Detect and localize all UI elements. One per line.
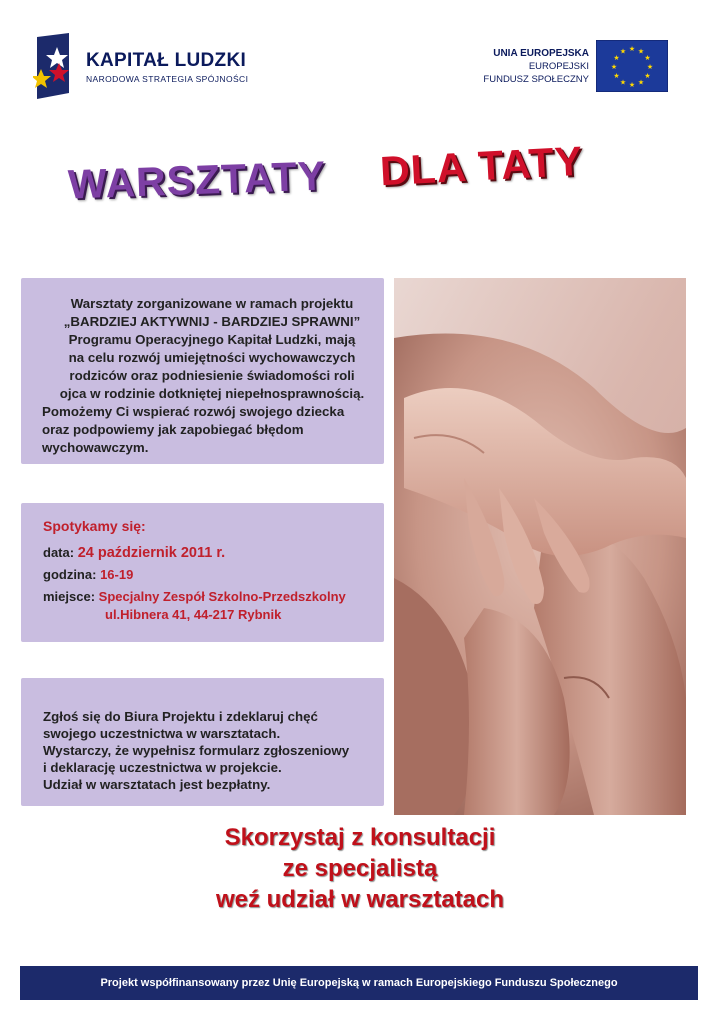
intro-box	[21, 278, 384, 464]
signup-line: i deklarację uczestnictwa w projekcie.	[43, 760, 282, 775]
meeting-place	[43, 588, 346, 624]
intro-line: na celu rozwój umiejętności wychowawczych	[68, 350, 356, 365]
svg-text:★: ★	[613, 54, 620, 62]
date-label: data:	[43, 545, 75, 560]
title-part-1: WARSZTATY	[67, 152, 327, 208]
signup-line: swojego uczestnictwa w warsztatach.	[43, 726, 281, 741]
intro-line: oraz podpowiemy jak zapobiegać błędom	[42, 422, 304, 437]
signup-text	[43, 708, 349, 793]
poster-title	[67, 137, 628, 208]
svg-text:★: ★	[610, 63, 618, 71]
svg-text:★: ★	[644, 72, 651, 80]
hands-photo	[394, 278, 686, 815]
svg-text:★: ★	[619, 78, 627, 87]
meeting-box	[21, 503, 384, 642]
svg-text:★: ★	[644, 54, 651, 62]
eu-flag-icon	[596, 40, 668, 92]
intro-line: wychowawczym.	[42, 440, 149, 455]
date-value: 24 październik 2011 r.	[77, 545, 226, 561]
eu-line3: FUNDUSZ SPOŁECZNY	[483, 74, 589, 85]
kapital-ludzki-logo-title: KAPITAŁ LUDZKI	[86, 50, 247, 71]
intro-line: Programu Operacyjnego Kapitał Ludzki, mają	[68, 332, 356, 347]
cta-line-2: ze specjalistą	[282, 855, 438, 882]
call-to-action	[140, 822, 580, 915]
intro-line: „BARDZIEJ AKTYWNIJ - BARDZIEJ SPRAWNI”	[63, 314, 361, 329]
eu-line1: UNIA EUROPEJSKA	[493, 48, 589, 59]
meeting-heading: Spotykamy się:	[43, 518, 146, 534]
signup-line: Zgłoś się do Biura Projektu i zdeklaruj chęć	[43, 709, 318, 724]
eu-logo-text	[483, 47, 589, 86]
meeting-date	[43, 545, 225, 561]
place-line-1: Specjalny Zespół Szkolno-Przedszkolny	[98, 589, 346, 604]
svg-text:★: ★	[637, 47, 645, 56]
title-part-2: DLA TATY	[378, 137, 585, 195]
kapital-ludzki-logo-subtitle: NARODOWA STRATEGIA SPÓJNOŚCI	[86, 74, 249, 84]
meeting-hour	[43, 567, 133, 582]
intro-text	[42, 295, 382, 457]
intro-line: rodziców oraz podniesienie świadomości roli	[69, 368, 355, 383]
svg-text:★: ★	[619, 47, 627, 56]
intro-line: Pomożemy Ci wspierać rozwój swojego dziecka	[42, 404, 345, 419]
svg-text:★: ★	[613, 72, 620, 80]
star-flag-icon	[33, 33, 73, 99]
svg-text:★: ★	[628, 45, 636, 53]
intro-line: ojca w rodzinie dotkniętej niepełnosprawnością.	[59, 386, 365, 401]
svg-text:★: ★	[637, 78, 645, 87]
cta-line-1: Skorzystaj z konsultacji	[224, 824, 496, 851]
svg-text:★: ★	[646, 63, 654, 71]
hour-label: godzina:	[43, 567, 97, 582]
eu-line2: EUROPEJSKI	[528, 61, 589, 72]
place-label: miejsce:	[43, 589, 96, 604]
signup-line: Udział w warsztatach jest bezpłatny.	[43, 777, 271, 792]
signup-line: Wystarczy, że wypełnisz formularz zgłoszeniowy	[43, 743, 350, 758]
hour-value: 16-19	[100, 567, 134, 582]
intro-line: Warsztaty zorganizowane w ramach projektu	[70, 296, 354, 311]
cta-line-3: weź udział w warsztatach	[215, 886, 505, 913]
place-line-2: ul.Hibnera 41, 44-217 Rybnik	[105, 607, 282, 622]
footer-bar: Projekt współfinansowany przez Unię Europejską w ramach Europejskiego Funduszu Społecznego	[20, 966, 698, 1000]
svg-text:★: ★	[628, 81, 636, 89]
signup-box	[21, 678, 384, 806]
